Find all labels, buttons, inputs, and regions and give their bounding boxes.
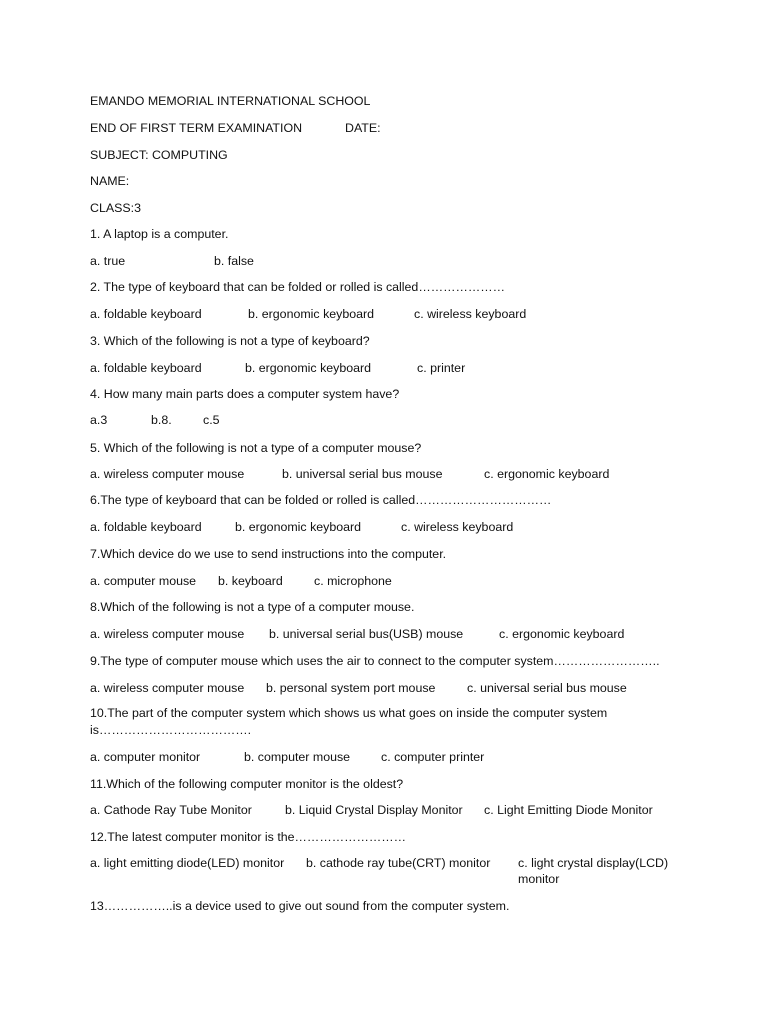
option: c. ergonomic keyboard <box>499 627 625 641</box>
option: a. Cathode Ray Tube Monitor <box>90 803 252 817</box>
school-name: EMANDO MEMORIAL INTERNATIONAL SCHOOL <box>90 94 371 108</box>
name-label: NAME: <box>90 174 130 188</box>
option: a. foldable keyboard <box>90 307 202 321</box>
question-1-options <box>0 253 768 269</box>
option: a. wireless computer mouse <box>90 627 245 641</box>
option: c. Light Emitting Diode Monitor <box>484 803 653 817</box>
question-5: 5. Which of the following is not a type of a computer mouse? <box>90 441 422 455</box>
option: b. universal serial bus mouse <box>282 467 443 481</box>
option: c. ergonomic keyboard <box>484 467 610 481</box>
option: a. computer monitor <box>90 750 201 764</box>
question-5-options <box>0 466 768 482</box>
option: c. universal serial bus mouse <box>467 681 627 695</box>
question-12: 12.The latest computer monitor is the……………………… <box>90 830 407 844</box>
option: c. wireless keyboard <box>414 307 527 321</box>
option: b. cathode ray tube(CRT) monitor <box>306 856 491 870</box>
option: c.5 <box>203 413 220 427</box>
question-8: 8.Which of the following is not a type of a computer mouse. <box>90 600 415 614</box>
question-4-options <box>0 412 768 428</box>
option: a. light emitting diode(LED) monitor <box>90 856 285 870</box>
question-13: 13……………..is a device used to give out sound from the computer system. <box>90 899 510 913</box>
option: c. wireless keyboard <box>401 520 514 534</box>
option: b. keyboard <box>218 574 283 588</box>
question-8-options <box>0 626 768 642</box>
option: a. foldable keyboard <box>90 520 202 534</box>
option: b. false <box>214 254 254 268</box>
question-9-options <box>0 680 768 696</box>
option: a. true <box>90 254 126 268</box>
option: a. wireless computer mouse <box>90 681 245 695</box>
option: b. personal system port mouse <box>266 681 436 695</box>
question-2: 2. The type of keyboard that can be folded or rolled is called………………… <box>90 280 506 294</box>
question-4: 4. How many main parts does a computer system have? <box>90 387 400 401</box>
question-10: 10.The part of the computer system which shows us what goes on inside the computer system is………………………………. <box>90 706 608 737</box>
question-7: 7.Which device do we use to send instructions into the computer. <box>90 547 447 561</box>
option: a. wireless computer mouse <box>90 467 245 481</box>
question-7-options <box>0 573 768 589</box>
option: c. printer <box>417 361 466 375</box>
subject-line: SUBJECT: COMPUTING <box>90 148 228 162</box>
option: b. ergonomic keyboard <box>248 307 375 321</box>
option: b.8. <box>151 413 172 427</box>
option: a. foldable keyboard <box>90 361 202 375</box>
question-11-options <box>0 802 768 818</box>
question-1: 1. A laptop is a computer. <box>90 227 229 241</box>
option: a.3 <box>90 413 108 427</box>
question-11: 11.Which of the following computer monitor is the oldest? <box>90 777 404 791</box>
date-label: DATE: <box>345 121 381 135</box>
option: b. ergonomic keyboard <box>245 361 372 375</box>
option: b. computer mouse <box>244 750 351 764</box>
question-3-options <box>0 360 768 376</box>
question-9: 9.The type of computer mouse which uses the air to connect to the computer system…………………….. <box>90 654 660 668</box>
question-6: 6.The type of keyboard that can be folded or rolled is called…………………………… <box>90 493 552 507</box>
option: c. light crystal display(LCD) monitor <box>518 856 669 886</box>
class-label: CLASS:3 <box>90 201 141 215</box>
question-10-options <box>0 749 768 765</box>
option: c. computer printer <box>381 750 485 764</box>
option: c. microphone <box>314 574 392 588</box>
option: a. computer mouse <box>90 574 197 588</box>
question-6-options <box>0 519 768 535</box>
option: b. ergonomic keyboard <box>235 520 362 534</box>
question-3: 3. Which of the following is not a type of keyboard? <box>90 334 370 348</box>
question-2-options <box>0 306 768 322</box>
question-12-options <box>0 855 768 886</box>
option: b. universal serial bus(USB) mouse <box>269 627 464 641</box>
option: b. Liquid Crystal Display Monitor <box>285 803 463 817</box>
exam-title: END OF FIRST TERM EXAMINATION <box>90 121 303 135</box>
